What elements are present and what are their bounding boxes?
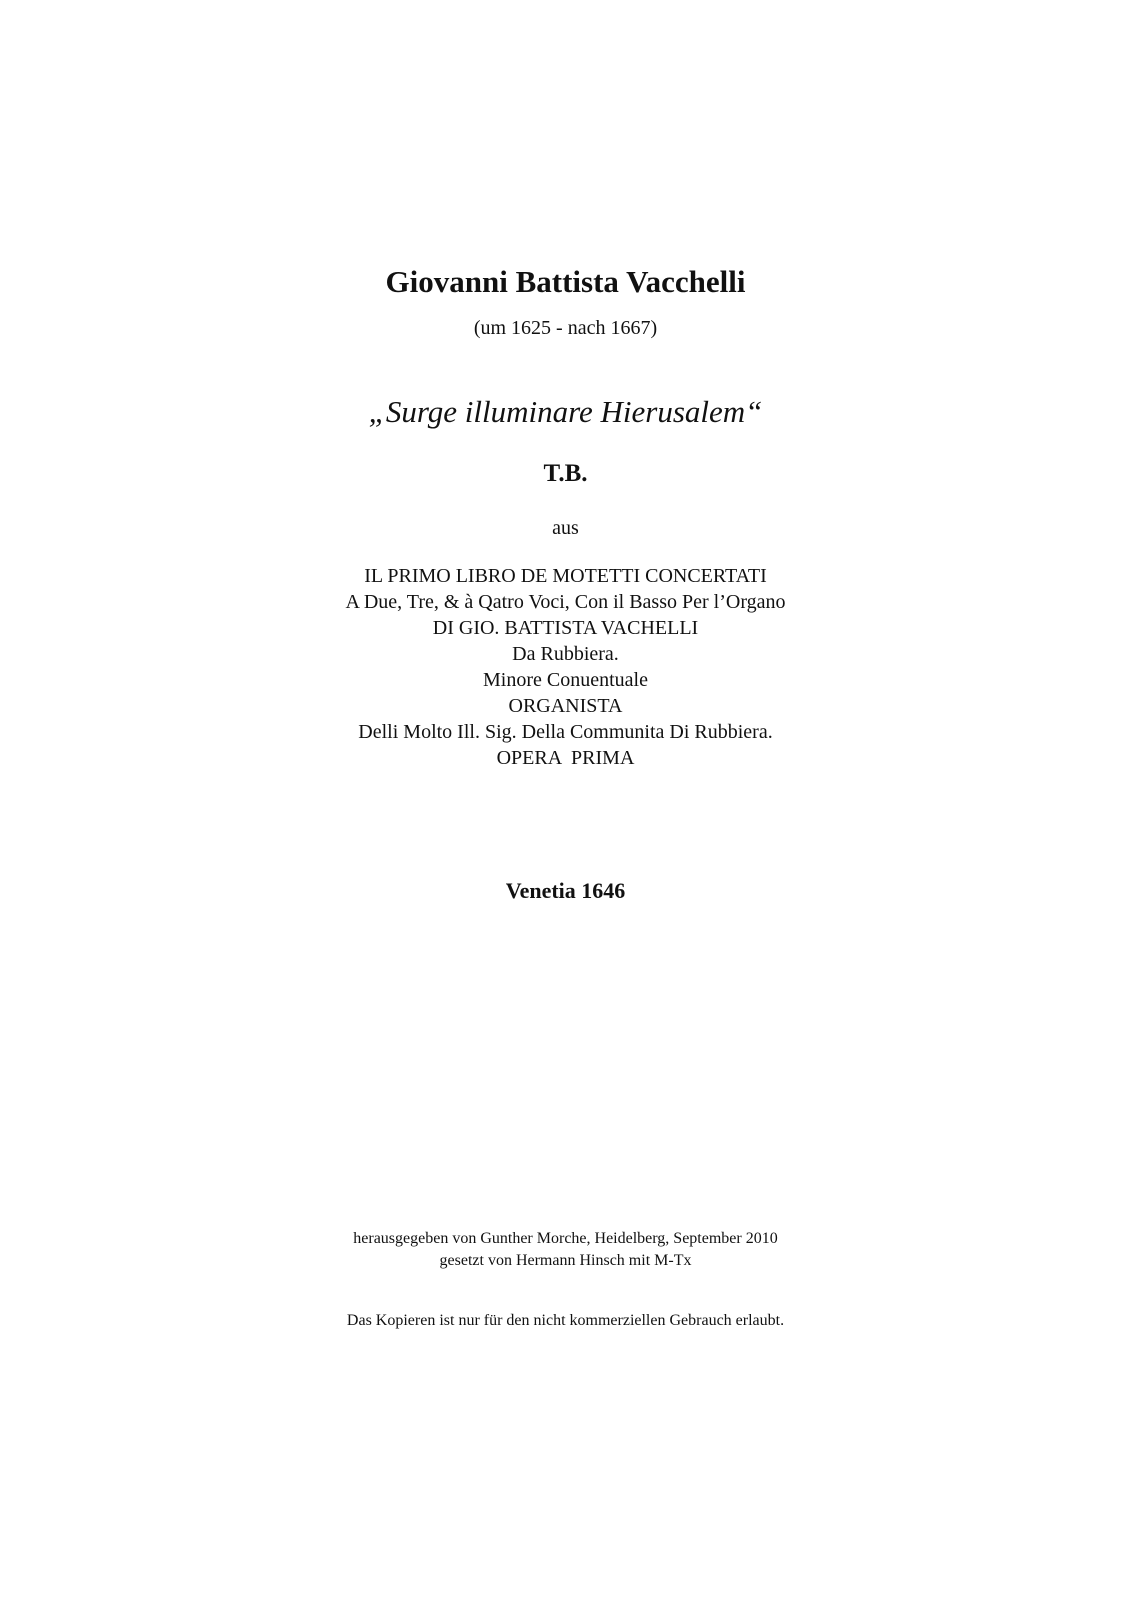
source-line: Delli Molto Ill. Sig. Della Communita Di Rubbiera.	[358, 721, 773, 743]
source-line: DI GIO. BATTISTA VACHELLI	[432, 617, 699, 639]
copyright-notice: Das Kopieren ist nur für den nicht kommerziellen Gebrauch erlaubt.	[346, 1312, 785, 1329]
credits-block	[0, 1228, 1131, 1272]
source-line: Da Rubbiera.	[512, 643, 619, 665]
source-line: OPERA PRIMA	[496, 747, 635, 769]
source-title-block	[0, 563, 1131, 771]
editor-credit: herausgegeben von Gunther Morche, Heidelberg, September 2010	[353, 1230, 778, 1247]
composer-dates: (um 1625 - nach 1667)	[473, 317, 658, 339]
source-line: IL PRIMO LIBRO DE MOTETTI CONCERTATI	[364, 565, 767, 587]
voicing: T.B.	[543, 460, 588, 487]
composer-name: Giovanni Battista Vacchelli	[385, 264, 746, 299]
source-line: Minore Conuentuale	[483, 669, 648, 691]
source-line: ORGANISTA	[508, 695, 623, 717]
imprint-place-year: Venetia 1646	[505, 878, 626, 903]
from-label: aus	[552, 517, 579, 539]
source-line: A Due, Tre, & à Qatro Voci, Con il Basso Per l’Organo	[345, 591, 786, 613]
work-title: „Surge illuminare Hierusalem“	[368, 394, 763, 429]
typesetter-credit: gesetzt von Hermann Hinsch mit M-Tx	[439, 1252, 692, 1269]
